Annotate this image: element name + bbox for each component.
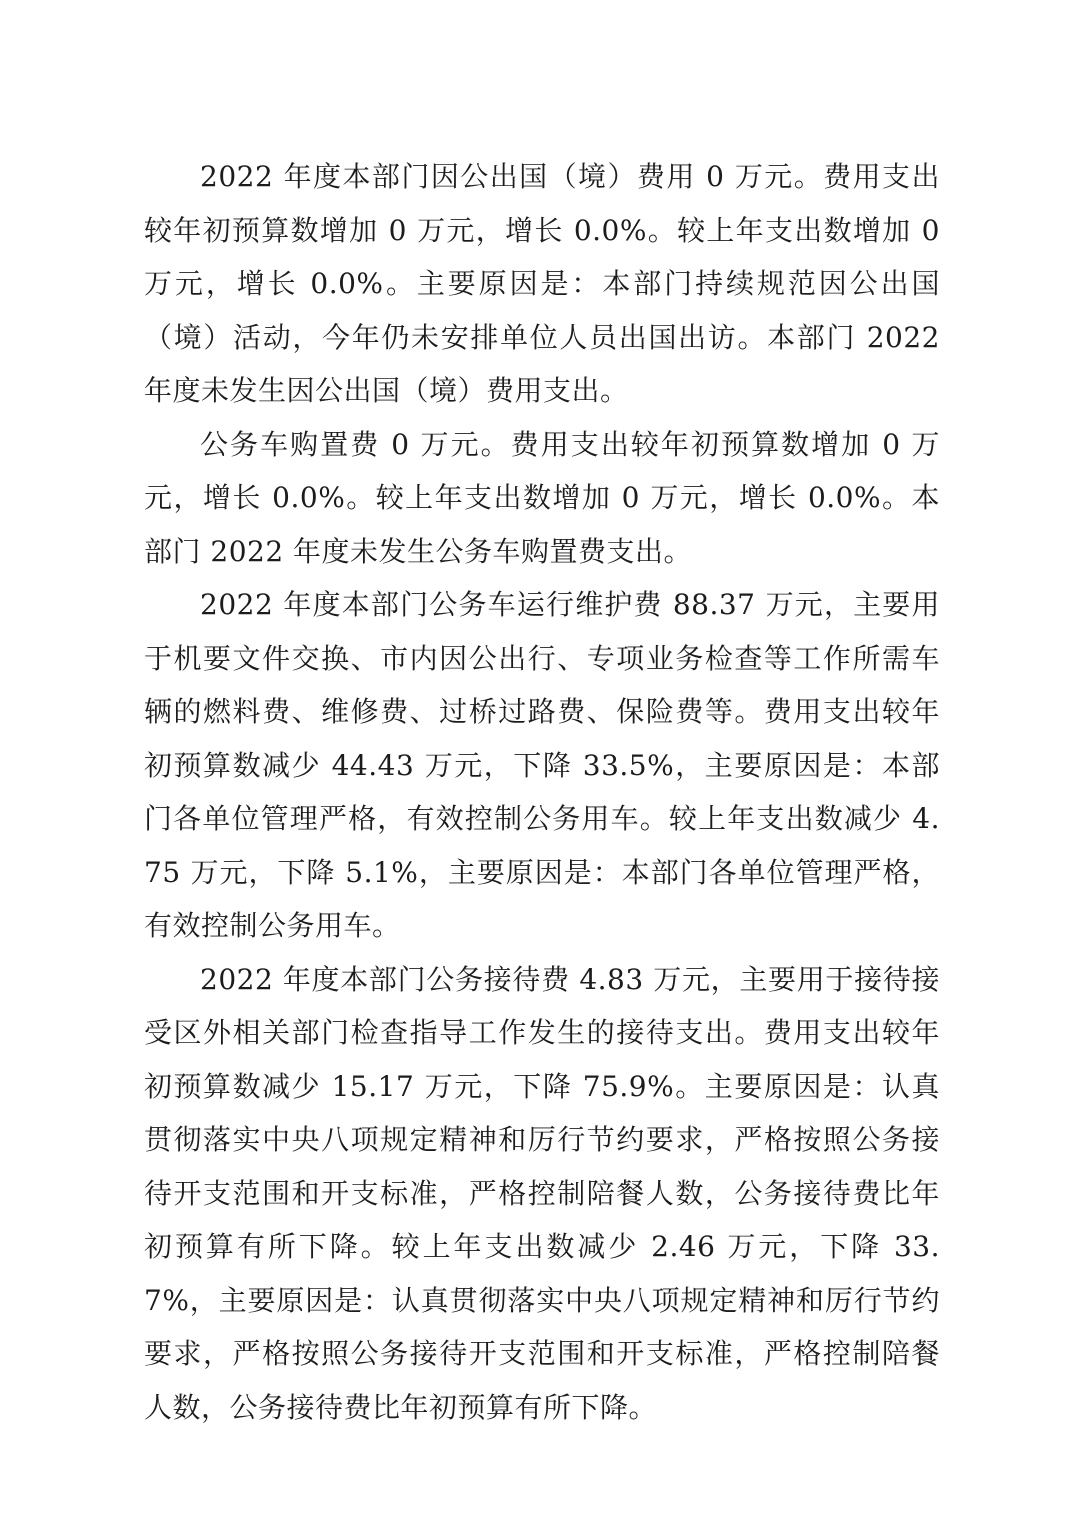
document-body-text [144, 150, 940, 1434]
paragraph-overseas-travel-expense: 2022 年度本部门因公出国（境）费用 0 万元。费用支出较年初预算数增加 0 万元，增长 0.0%。较上年支出数增加 0 万元，增长 0.0%。主要原因是：本部门持续规范因公出国（境）活动，今年仍未安排单位人员出国出访。本部门 2022 年度未发生因公出国（境）费用支出。 [144, 160, 940, 407]
paragraph-vehicle-purchase-expense: 公务车购置费 0 万元。费用支出较年初预算数增加 0 万元，增长 0.0%。较上年支出数增加 0 万元，增长 0.0%。本部门 2022 年度未发生公务车购置费支出。 [144, 427, 940, 568]
paragraph-vehicle-operation-maintenance-expense: 2022 年度本部门公务车运行维护费 88.37 万元，主要用于机要文件交换、市内因公出行、专项业务检查等工作所需车辆的燃料费、维修费、过桥过路费、保险费等。费用支出较年初预算数减少 44.43 万元，下降 33.5%，主要原因是：本部门各单位管理严格，有效控制公务用车。较上年支出数减少 4.75 万元，下降 5.1%，主要原因是：本部门各单位管理严格，有效控制公务用车。 [144, 588, 940, 942]
paragraph-official-reception-expense: 2022 年度本部门公务接待费 4.83 万元，主要用于接待接受区外相关部门检查指导工作发生的接待支出。费用支出较年初预算数减少 15.17 万元，下降 75.9%。主要原因是：认真贯彻落实中央八项规定精神和厉行节约要求，严格按照公务接待开支范围和开支标准，严格控制陪餐人数，公务接待费比年初预算有所下降。较上年支出数减少 2.46 万元，下降 33.7%，主要原因是：认真贯彻落实中央八项规定精神和厉行节约要求，严格按照公务接待开支范围和开支标准，严格控制陪餐人数，公务接待费比年初预算有所下降。 [144, 962, 940, 1424]
